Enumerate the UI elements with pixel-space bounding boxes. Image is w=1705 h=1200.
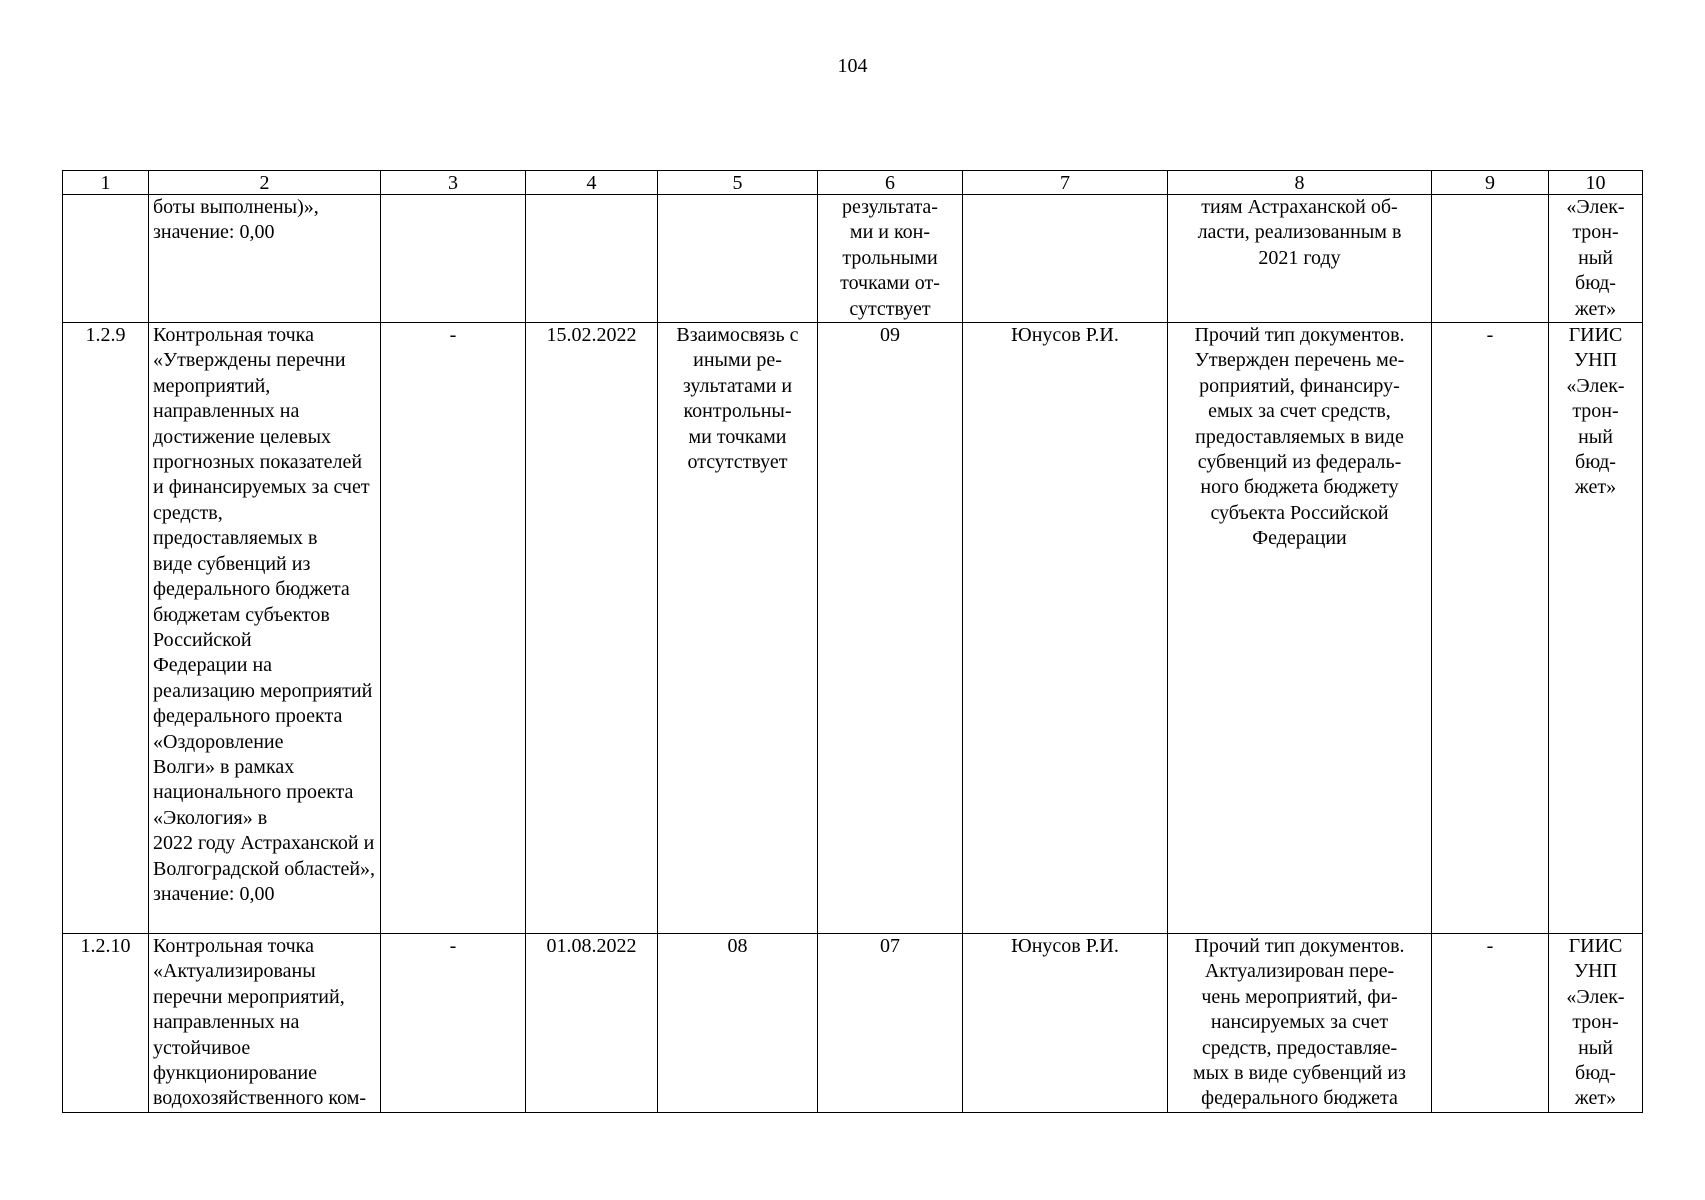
column-9-cell: - [1432,323,1549,934]
column-9-cell: - [1432,934,1549,1113]
row-number-cell [63,195,149,323]
date-cell [526,195,658,323]
control-points-table [62,170,1643,1113]
column-9-cell [1432,195,1549,323]
column-number-header: 2 [149,171,381,195]
system-cell: ГИИС УНП «Элек- трон- ный бюд- жет» [1549,934,1643,1113]
column-6-cell: результата- ми и кон- трольными точками от- сутствует [818,195,963,323]
column-number-header: 8 [1168,171,1432,195]
column-number-header: 9 [1432,171,1549,195]
table-row [63,934,1643,1113]
column-3-cell: - [381,323,526,934]
control-point-name-cell: Контрольная точка «Актуализированы перечни мероприятий, направленных на устойчивое функционирование водохозяйственного ком- [149,934,381,1113]
control-point-name-cell: Контрольная точка «Утверждены перечни мероприятий, направленных на достижение целевых прогнозных показателей и финансируемых за счет средств, предоставляемых в виде субвенций из федерального бюджета бюджетам субъектов Российской Федерации на реализацию мероприятий федерального проекта «Оздоровление Волги» в рамках национального проекта «Экология» в 2022 году Астраханской и Волгоградской областей», значение: 0,00 [149,323,381,934]
column-number-header: 10 [1549,171,1643,195]
column-3-cell [381,195,526,323]
column-number-row [63,171,1643,195]
column-number-header: 5 [658,171,818,195]
date-cell: 01.08.2022 [526,934,658,1113]
column-5-cell: 08 [658,934,818,1113]
system-cell: ГИИС УНП «Элек- трон- ный бюд- жет» [1549,323,1643,934]
table-row [63,195,1643,323]
table-row [63,323,1643,934]
column-number-header: 1 [63,171,149,195]
row-number-cell: 1.2.9 [63,323,149,934]
control-point-name-cell: боты выполнены)», значение: 0,00 [149,195,381,323]
column-3-cell: - [381,934,526,1113]
column-number-header: 7 [963,171,1168,195]
column-6-cell: 09 [818,323,963,934]
date-cell: 15.02.2022 [526,323,658,934]
column-6-cell: 07 [818,934,963,1113]
responsible-cell: Юнусов Р.И. [963,934,1168,1113]
document-cell: тиям Астраханской об- ласти, реализованным в 2021 году [1168,195,1432,323]
page-number: 104 [837,55,868,77]
responsible-cell: Юнусов Р.И. [963,323,1168,934]
document-cell: Прочий тип документов. Утвержден перечень ме- роприятий, финансиру- емых за счет средств, предоставляемых в виде субвенций из федераль- ного бюджета бюджету субъекта Российской Федерации [1168,323,1432,934]
column-5-cell [658,195,818,323]
column-number-header: 4 [526,171,658,195]
document-cell: Прочий тип документов. Актуализирован пере- чень мероприятий, фи- нансируемых за счет средств, предоставляе- мых в виде субвенций из федерального бюджета [1168,934,1432,1113]
row-number-cell: 1.2.10 [63,934,149,1113]
system-cell: «Элек- трон- ный бюд- жет» [1549,195,1643,323]
column-5-cell: Взаимосвязь с иными ре- зультатами и контрольны- ми точками отсутствует [658,323,818,934]
responsible-cell [963,195,1168,323]
column-number-header: 3 [381,171,526,195]
column-number-header: 6 [818,171,963,195]
